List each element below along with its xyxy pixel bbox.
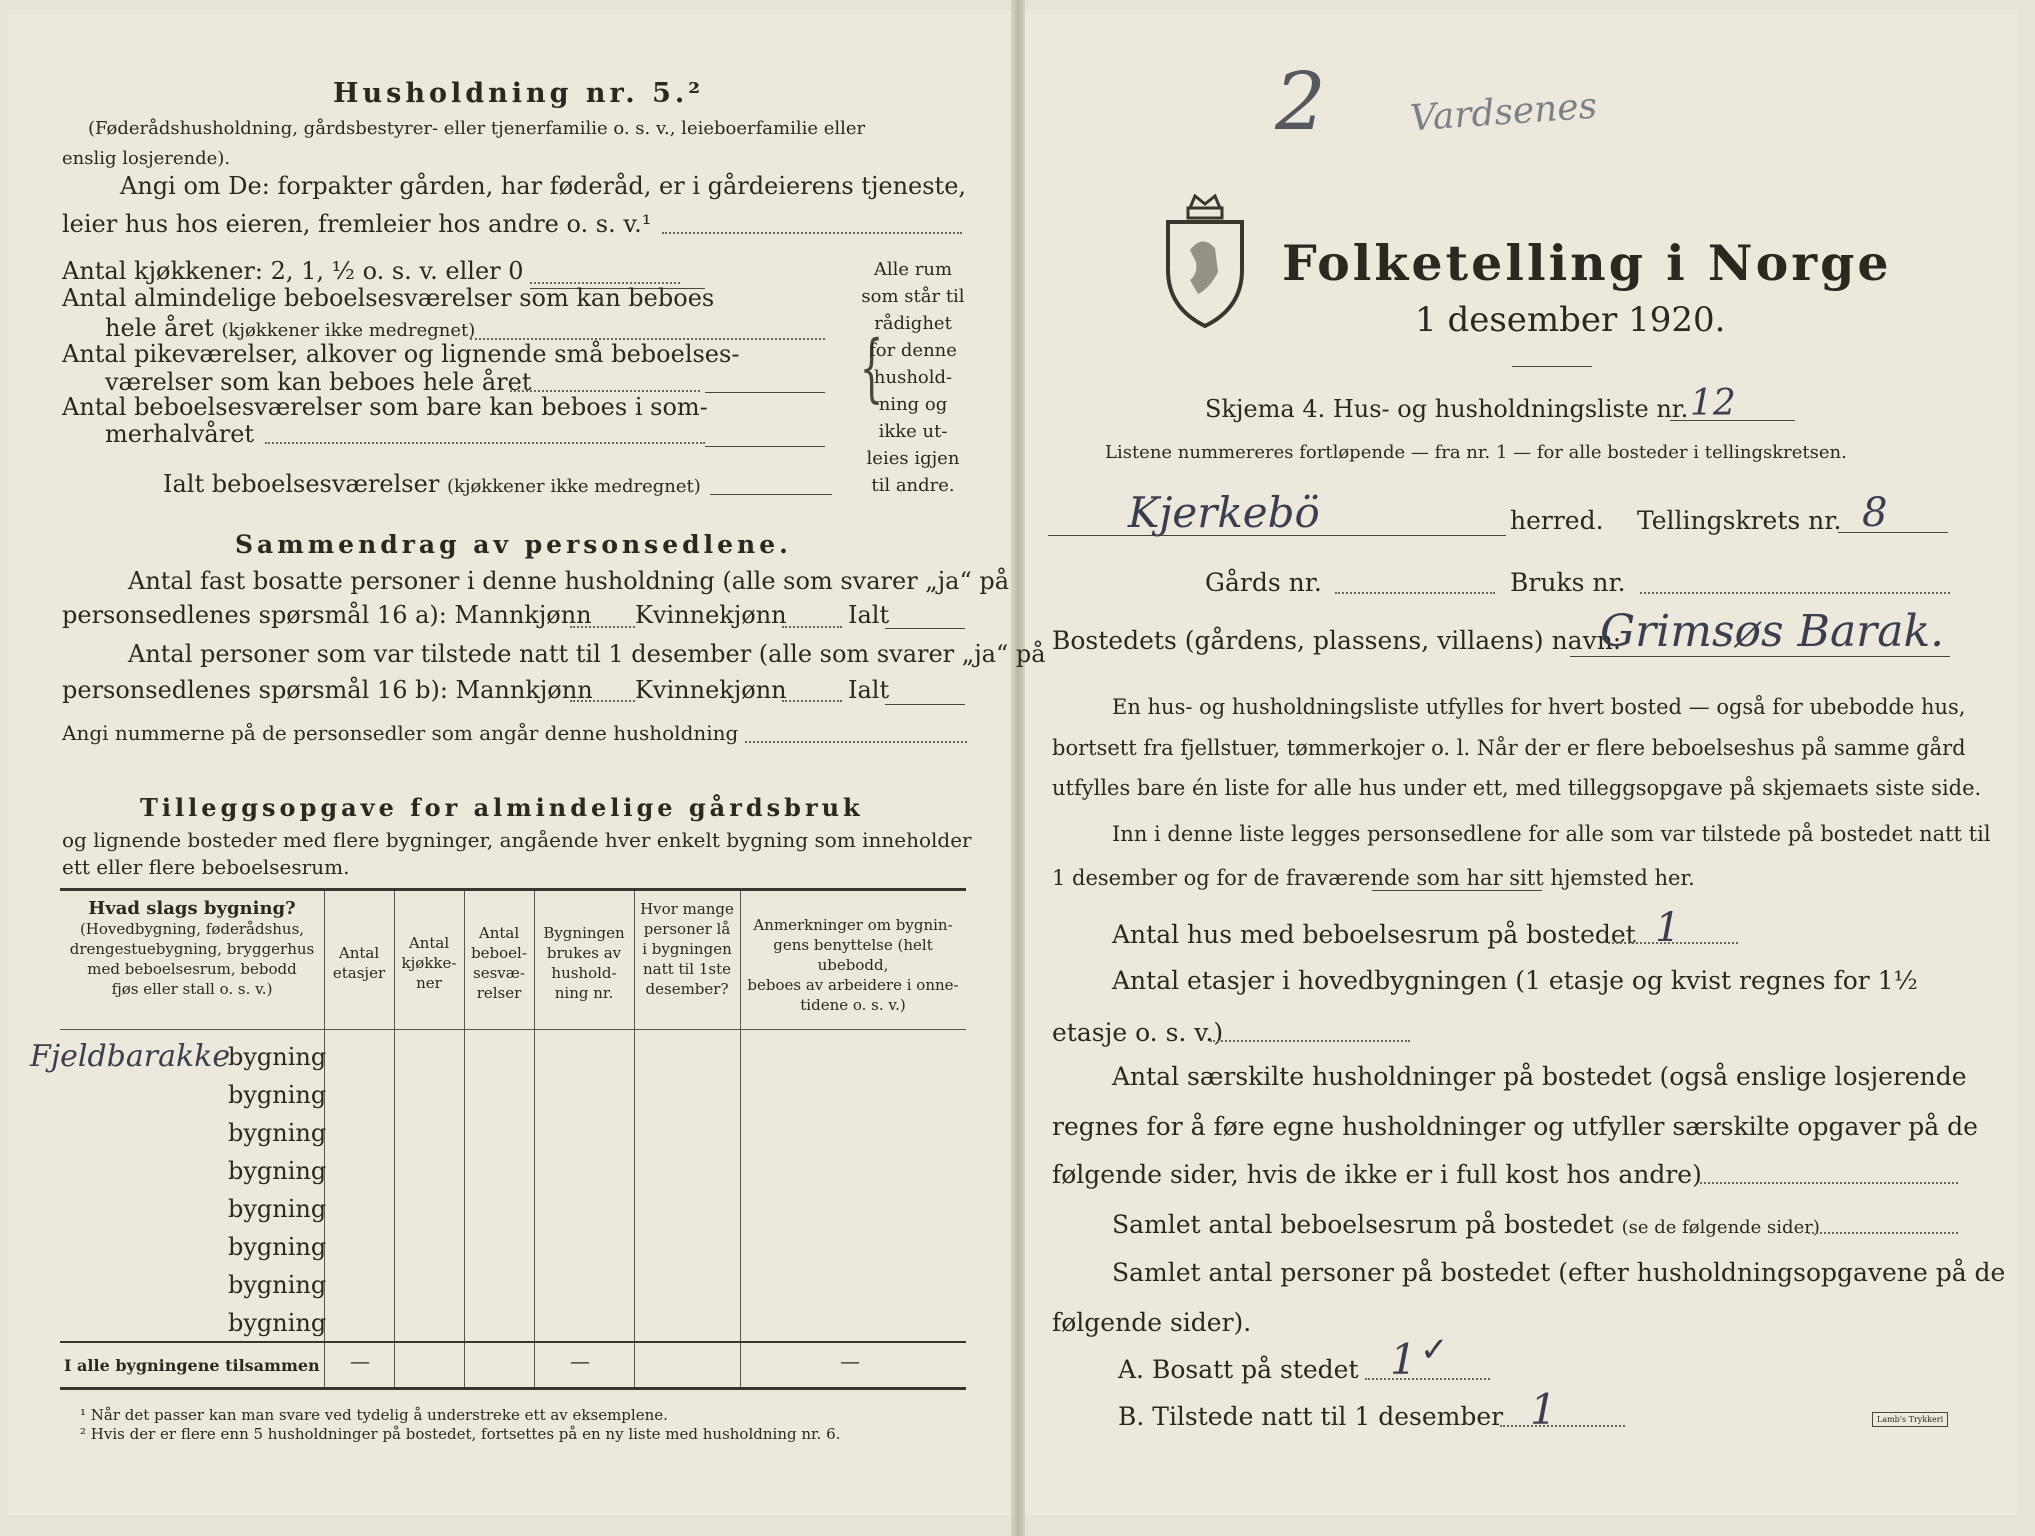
household-note-2: enslig losjerende). bbox=[62, 148, 231, 169]
resident-total-field bbox=[885, 628, 965, 629]
bruks-field bbox=[1640, 592, 1950, 594]
brace-line: som står til bbox=[861, 286, 965, 307]
list-number: 12 bbox=[1690, 383, 1736, 424]
header-line: beboel- bbox=[471, 944, 527, 962]
header-line: hushold- bbox=[551, 964, 617, 982]
listene-note: Listene nummereres fortløpende — fra nr. 1 — for alle bosteder i tellingskretsen. bbox=[1105, 442, 1847, 463]
footnote-1: ¹ Når det passer kan man svare ved tydelig å understreke ett av eksemplene. bbox=[80, 1406, 668, 1424]
total-rooms-note: (kjøkkener ikke medregnet) bbox=[446, 476, 701, 497]
present-male-field bbox=[570, 700, 635, 702]
header-line: beboes av arbeidere i onne- bbox=[747, 976, 959, 994]
page-fold bbox=[1011, 0, 1025, 1536]
bosted-line bbox=[1570, 656, 1950, 657]
summary-line-4: personsedlenes spørsmål 16 b): Mannkjønn bbox=[62, 676, 593, 704]
resident-total-label: Ialt bbox=[848, 601, 890, 629]
header-line: med beboelsesrum, bebodd bbox=[87, 960, 297, 978]
coat-of-arms-icon bbox=[1160, 190, 1250, 330]
resident-male-field bbox=[570, 626, 635, 628]
header-line: Antal bbox=[338, 944, 380, 962]
resident-label: A. Bosatt på stedet bbox=[1118, 1355, 1359, 1384]
header-line: fjøs eller stall o. s. v.) bbox=[111, 980, 273, 998]
brace-line: leies igjen bbox=[866, 448, 960, 469]
supplement-title: Tilleggsopgave for almindelige gårdsbruk bbox=[140, 793, 864, 822]
header-line: tidene o. s. v.) bbox=[800, 996, 906, 1014]
building-row-label: bygning bbox=[228, 1119, 327, 1147]
header-line: Bygningen bbox=[543, 924, 625, 942]
header-household-no bbox=[534, 923, 634, 1003]
households-label-3: følgende sider, hvis de ikke er i full kost hos andre) bbox=[1052, 1160, 1702, 1189]
ordinary-rooms-label-2 bbox=[105, 314, 475, 342]
summary-line-2: personsedlenes spørsmål 16 a): Mannkjønn bbox=[62, 601, 592, 629]
total-rooms-site-label bbox=[1112, 1210, 1820, 1239]
header-line: Hvor mange bbox=[640, 900, 734, 918]
brace-line: til andre. bbox=[871, 475, 955, 496]
angi-line-2: leier hus hos eieren, fremleier hos andre o. s. v.¹ bbox=[62, 210, 652, 238]
header-line: kjøkke- bbox=[401, 954, 457, 972]
total-household-dash: — bbox=[570, 1349, 590, 1373]
header-line: desember? bbox=[645, 980, 729, 998]
total-persons-label-1: Samlet antal personer på bostedet (efter husholdningsopgavene på de bbox=[1112, 1258, 2006, 1287]
instruction-rule bbox=[1372, 890, 1542, 891]
check-mark-icon: ✓ bbox=[1420, 1330, 1449, 1370]
header-divider bbox=[60, 1029, 966, 1030]
building-row-label: bygning bbox=[228, 1309, 327, 1337]
header-line: Antal bbox=[478, 924, 520, 942]
resident-female-label: Kvinnekjønn bbox=[635, 601, 787, 629]
header-line: drengestuebygning, bryggerhus bbox=[69, 940, 315, 958]
krets-value: 8 bbox=[1862, 490, 1888, 536]
brace-line: for denne bbox=[869, 340, 957, 361]
angi-fill-line bbox=[662, 232, 962, 234]
instruction-1a: En hus- og husholdningsliste utfylles for hvert bosted — også for ubebodde hus, bbox=[1112, 695, 1966, 719]
ordinary-rooms-label-1: Antal almindelige beboelsesværelser som kan beboes bbox=[62, 284, 715, 312]
total-rooms-site-field bbox=[1808, 1232, 1958, 1234]
present-female-field bbox=[782, 700, 842, 702]
houses-value: 1 bbox=[1655, 905, 1681, 951]
header-line: natt til 1ste bbox=[643, 960, 731, 978]
brace-line: ning og bbox=[878, 394, 948, 415]
header-line: etasjer bbox=[332, 964, 386, 982]
households-label-2: regnes for å føre egne husholdninger og utfyller særskilte opgaver på de bbox=[1052, 1112, 1978, 1141]
header-line: Antal bbox=[408, 934, 450, 952]
brace-symbol: { bbox=[859, 325, 884, 411]
summer-rooms-label-2: merhalvåret bbox=[105, 420, 255, 448]
summary-line-1: Antal fast bosatte personer i denne husholdning (alle som svarer „ja“ på bbox=[128, 567, 1010, 595]
maid-rooms-label-1: Antal pikeværelser, alkover og lignende små beboelses- bbox=[62, 340, 740, 368]
houses-label: Antal hus med beboelsesrum på bostedet bbox=[1112, 920, 1636, 949]
building-row-label: bygning bbox=[228, 1043, 327, 1071]
krets-label: Tellingskrets nr. bbox=[1637, 506, 1842, 535]
building-row-label: bygning bbox=[228, 1233, 327, 1261]
numbers-field bbox=[745, 741, 967, 743]
footnote-2: ² Hvis der er flere enn 5 husholdninger på bostedet, fortsettes på en ny liste med husholdning nr. 6. bbox=[80, 1425, 841, 1443]
kitchen-count-label: Antal kjøkkener: 2, 1, ½ o. s. v. eller 0 bbox=[62, 257, 524, 285]
brace-line: hushold- bbox=[873, 367, 953, 388]
list-number-line bbox=[1670, 420, 1795, 421]
header-persons bbox=[634, 899, 740, 999]
gards-field bbox=[1335, 592, 1495, 594]
bosted-value: Grimsøs Barak. bbox=[1600, 606, 1945, 657]
header-line: i bygningen bbox=[642, 940, 732, 958]
total-rooms-site-text: Samlet antal beboelsesrum på bostedet bbox=[1112, 1210, 1614, 1239]
present-field bbox=[1500, 1425, 1625, 1427]
skjema-label: Skjema 4. Hus- og husholdningsliste nr. bbox=[1205, 395, 1689, 423]
printer-stamp: Lamb's Trykkeri bbox=[1872, 1412, 1948, 1427]
building-row-label: bygning bbox=[228, 1081, 327, 1109]
resident-female-field bbox=[782, 626, 842, 628]
summer-rooms-label-1: Antal beboelsesværelser som bare kan beboes i som- bbox=[62, 393, 708, 421]
present-total-label: Ialt bbox=[848, 676, 890, 704]
households-label-1: Antal særskilte husholdninger på bostedet (også enslige losjerende bbox=[1112, 1062, 1967, 1091]
instruction-2a: Inn i denne liste legges personsedlene for alle som var tilstede på bostedet natt til bbox=[1112, 822, 1991, 846]
header-floors bbox=[324, 943, 394, 983]
ordinary-rooms-note: (kjøkkener ikke medregnet) bbox=[221, 320, 476, 341]
gards-label: Gårds nr. bbox=[1205, 568, 1322, 597]
header-line: brukes av bbox=[546, 944, 622, 962]
header-building-type bbox=[60, 899, 324, 999]
building-total-label: I alle bygningene tilsammen bbox=[64, 1356, 320, 1375]
ordinary-rooms-year: hele året bbox=[105, 314, 214, 342]
total-persons-label-2: følgende sider). bbox=[1052, 1308, 1252, 1337]
header-rooms bbox=[464, 923, 534, 1003]
household-title: Husholdning nr. 5.² bbox=[333, 78, 705, 109]
building-row-label: bygning bbox=[228, 1157, 327, 1185]
numbers-label: Angi nummerne på de personsedler som angår denne husholdning bbox=[62, 721, 739, 745]
header-line: (Hovedbygning, føderådshus, bbox=[79, 920, 305, 938]
total-rooms-field bbox=[710, 494, 832, 495]
pencil-note: Vardsenes bbox=[1408, 85, 1599, 140]
present-total-field bbox=[885, 704, 965, 705]
angi-line-1: Angi om De: forpakter gården, har føderåd, er i gårdeierens tjeneste, bbox=[120, 172, 967, 200]
present-label: B. Tilstede natt til 1 desember bbox=[1118, 1402, 1504, 1431]
header-line: personer lå bbox=[643, 920, 731, 938]
summary-title: Sammendrag av personsedlene. bbox=[235, 530, 792, 559]
maid-rooms-field bbox=[705, 392, 825, 393]
total-floors-dash: — bbox=[350, 1349, 370, 1373]
brace-line: ikke ut- bbox=[878, 421, 948, 442]
header-line: ner bbox=[416, 974, 442, 992]
header-line: sesvæ- bbox=[473, 964, 525, 982]
header-building-type-title: Hvad slags bygning? bbox=[88, 898, 296, 919]
present-value: 1 bbox=[1530, 1385, 1557, 1434]
krets-line bbox=[1838, 532, 1948, 533]
header-line: gens benyttelse (helt ubebodd, bbox=[773, 936, 933, 974]
floors-label-2: etasje o. s. v.) bbox=[1052, 1018, 1224, 1047]
bruks-label: Bruks nr. bbox=[1510, 568, 1626, 597]
building-row-1-type: Fjeldbarakke bbox=[30, 1039, 231, 1074]
total-divider bbox=[60, 1341, 966, 1343]
herred-label: herred. bbox=[1510, 506, 1604, 535]
census-date: 1 desember 1920. bbox=[1415, 300, 1726, 340]
header-line: Anmerkninger om bygnin- bbox=[753, 916, 953, 934]
building-row-label: bygning bbox=[228, 1271, 327, 1299]
floors-field bbox=[1210, 1040, 1410, 1042]
title-rule bbox=[1512, 366, 1592, 367]
summary-line-3: Antal personer som var tilstede natt til 1 desember (alle som svarer „ja“ på bbox=[128, 640, 1046, 668]
header-line: ning nr. bbox=[554, 984, 614, 1002]
summer-rooms-field bbox=[705, 446, 825, 447]
instruction-1b: bortsett fra fjellstuer, tømmerkojer o. l. Når der er flere beboelseshus på samme gård bbox=[1052, 736, 1966, 760]
header-line: relser bbox=[476, 984, 522, 1002]
building-row-label: bygning bbox=[228, 1195, 327, 1223]
pencil-mark: 2 bbox=[1275, 55, 1326, 148]
brace-note bbox=[858, 256, 968, 499]
brace-line: Alle rum bbox=[873, 259, 953, 280]
header-remarks bbox=[740, 915, 966, 1015]
present-female-label: Kvinnekjønn bbox=[635, 676, 787, 704]
instruction-2b: 1 desember og for de fraværende som har sitt hjemsted her. bbox=[1052, 866, 1695, 890]
bosted-label: Bostedets (gårdens, plassens, villaens) navn: bbox=[1052, 626, 1622, 655]
maid-rooms-dots bbox=[510, 390, 700, 392]
total-rooms-site-note: (se de følgende sider) bbox=[1621, 1217, 1820, 1238]
supplement-line-1: og lignende bosteder med flere bygninger, angående hver enkelt bygning som inneholder bbox=[62, 828, 972, 852]
supplement-line-2: ett eller flere beboelsesrum. bbox=[62, 855, 350, 879]
total-rooms-label bbox=[163, 470, 701, 498]
herred-value: Kjerkebö bbox=[1128, 488, 1320, 537]
resident-field bbox=[1365, 1378, 1490, 1380]
houses-field bbox=[1608, 942, 1738, 944]
households-field bbox=[1700, 1182, 1958, 1184]
brace-line: rådighet bbox=[874, 313, 952, 334]
summer-rooms-dots bbox=[265, 442, 705, 444]
total-remarks-dash: — bbox=[840, 1349, 860, 1373]
household-note-1: (Føderådshusholdning, gårdsbestyrer- eller tjenerfamilie o. s. v., leieboerfamilie eller bbox=[88, 118, 866, 139]
census-title: Folketelling i Norge bbox=[1282, 234, 1892, 292]
total-rooms-text: Ialt beboelsesværelser bbox=[163, 470, 440, 498]
instruction-1c: utfylles bare én liste for alle hus under ett, med tilleggsopgave på skjemaets siste side. bbox=[1052, 776, 1982, 800]
herred-line bbox=[1048, 535, 1506, 536]
resident-value: 1 bbox=[1390, 1335, 1417, 1384]
header-kitchens bbox=[394, 933, 464, 993]
maid-rooms-label-2: værelser som kan beboes hele året bbox=[105, 368, 532, 396]
building-table bbox=[30, 888, 966, 1390]
floors-label-1: Antal etasjer i hovedbygningen (1 etasje og kvist regnes for 1½ bbox=[1112, 966, 1918, 995]
